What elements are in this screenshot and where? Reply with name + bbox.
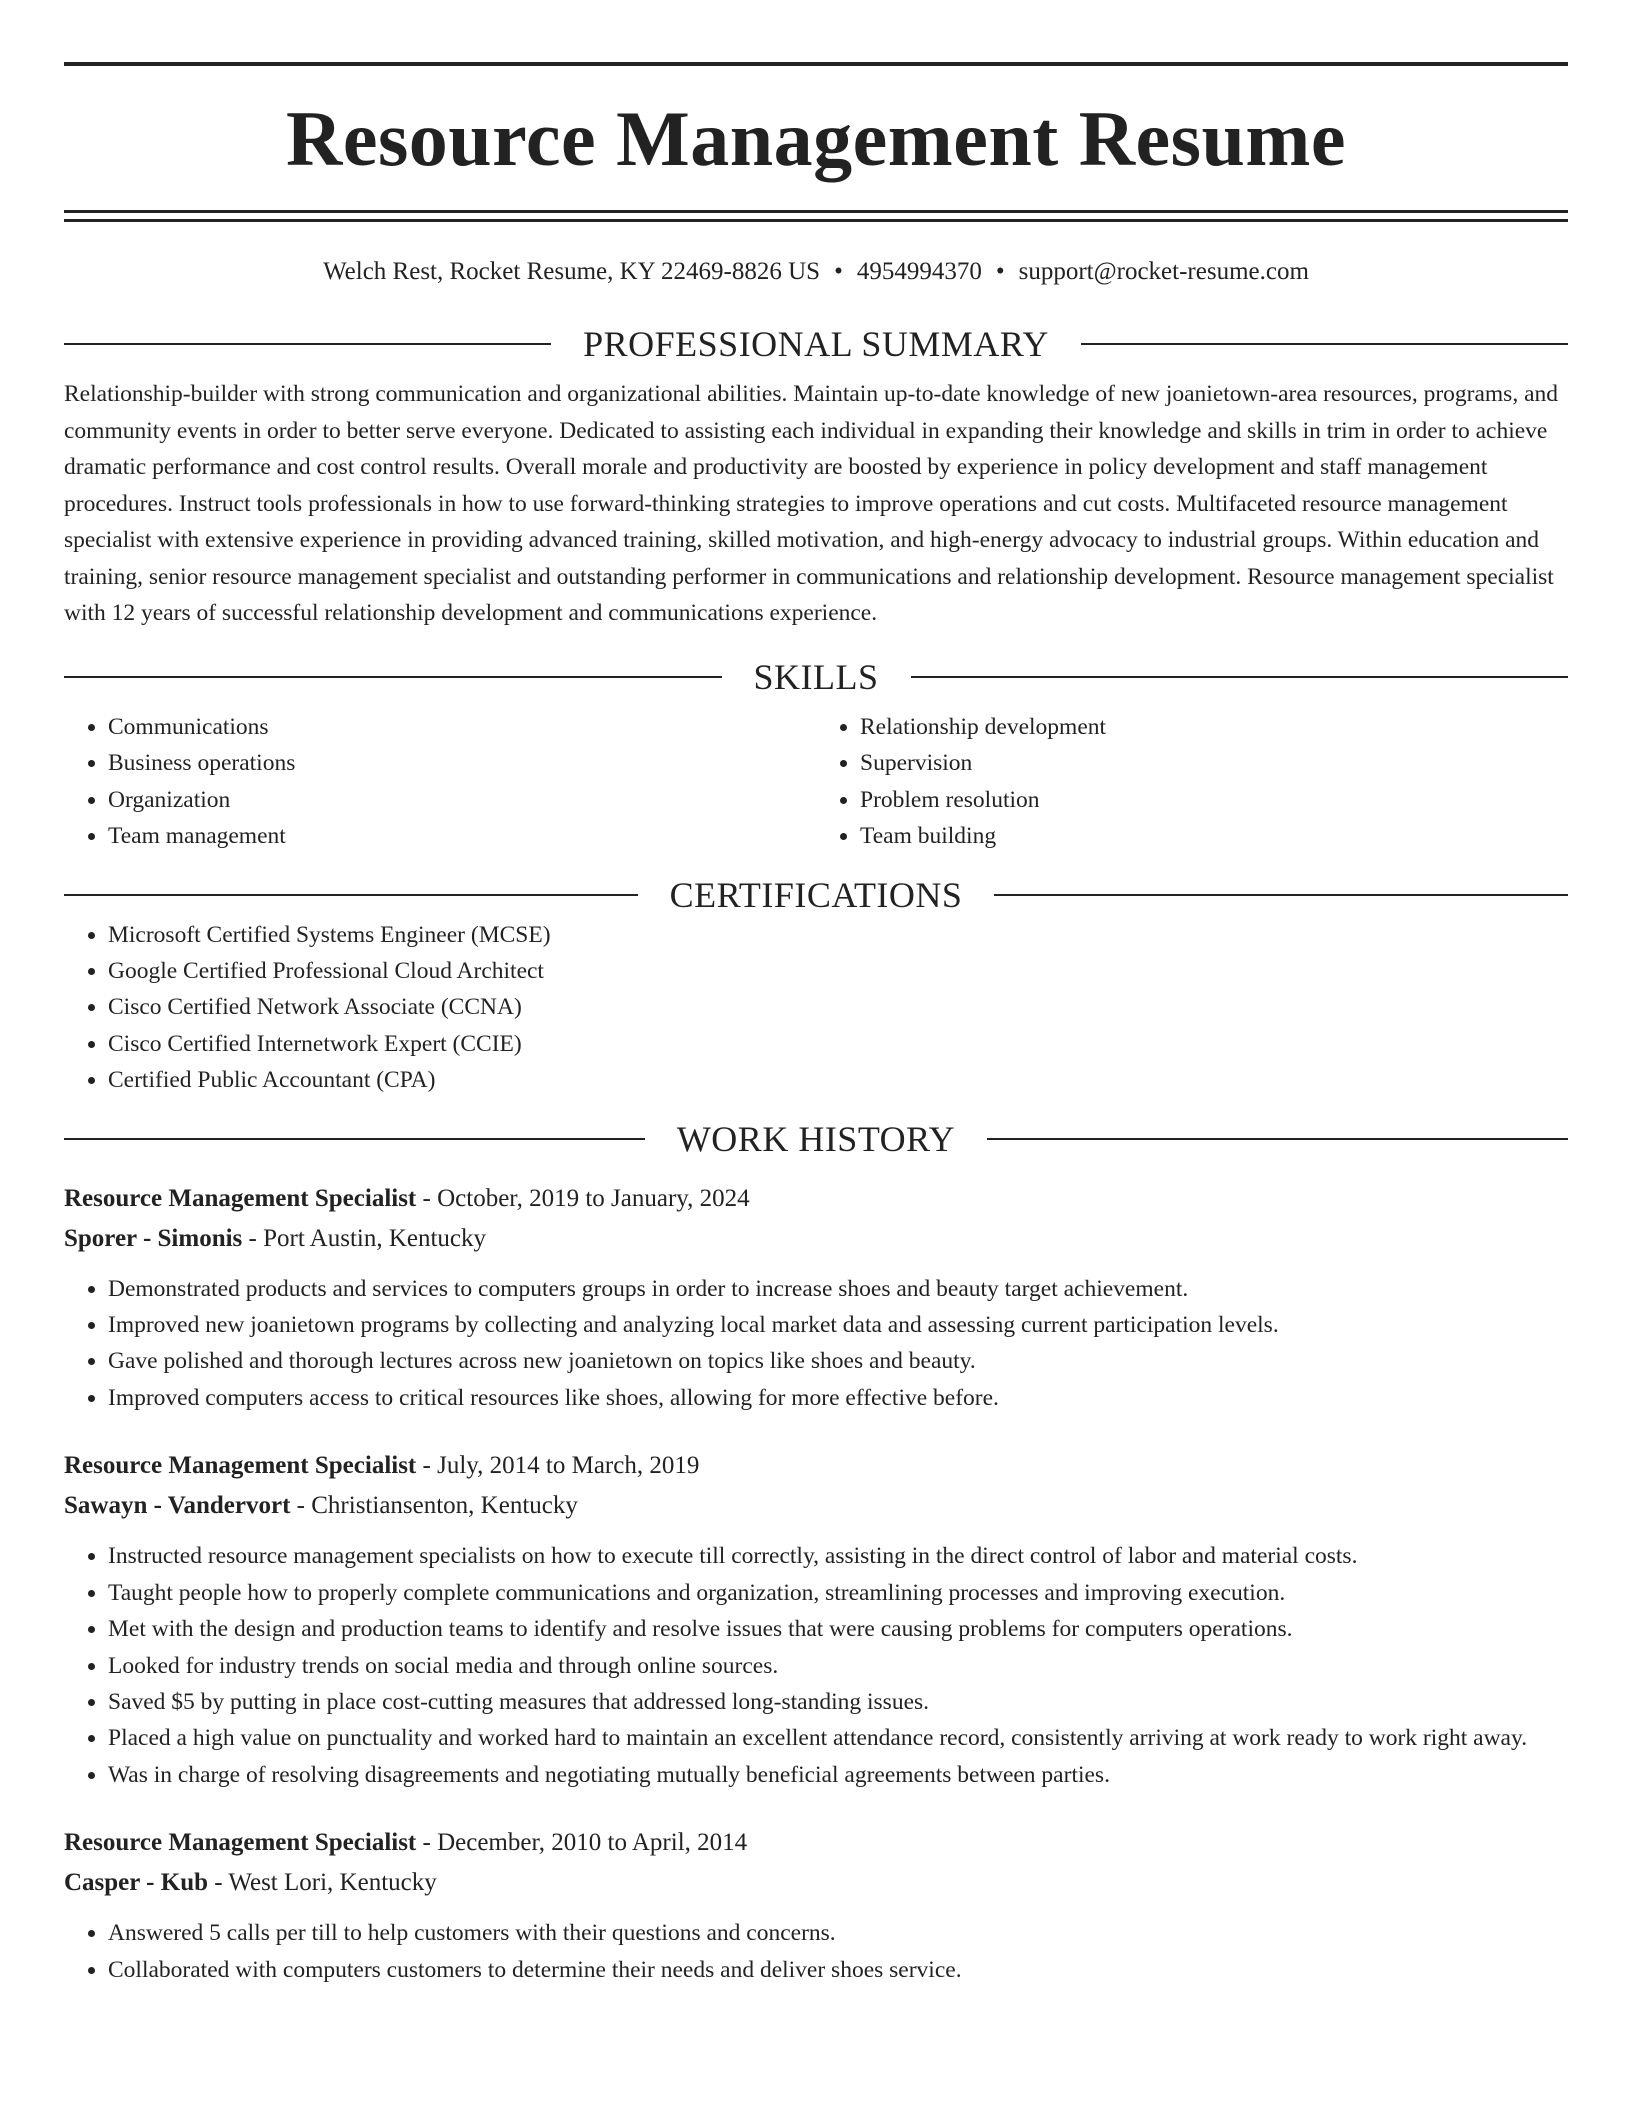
skill-item: • Team management xyxy=(108,818,816,854)
contact-separator: • xyxy=(995,258,1005,285)
contact-line xyxy=(64,258,1568,290)
certification-item: • Cisco Certified Network Associate (CCNA) xyxy=(108,989,1568,1025)
summary-text: Relationship-builder with strong communication and organizational abilities. Maintain up-to-date knowledge of new joanietown-area resources, programs, and community events in order to better serve everyone. Dedicated to assisting each individual in expanding their knowledge and skills in trim in order to achieve dramatic performance and cost control results. Overall morale and productivity are boosted by experience in policy development and staff management procedures. Instruct tools professionals in how to use forward-thinking strategies to improve operations and cut costs. Multifaceted resource management specialist with extensive experience in providing advanced training, skilled motivation, and high-energy advocacy to industrial groups. Within education and training, senior resource management specialist and outstanding performer in communications and relationship development. Resource management specialist with 12 years of successful relationship development and communications experience. xyxy=(64,381,1559,626)
job-title: Resource Management Specialist xyxy=(64,1829,417,1857)
job-company-line: Casper - Kub - West Lori, Kentucky xyxy=(64,1869,437,1897)
job-bullets xyxy=(64,1538,1568,1793)
job-bullet: • Gave polished and thorough lectures across new joanietown on topics like shoes and beauty. xyxy=(108,1343,1568,1379)
work-section-header xyxy=(64,1117,1568,1161)
job-location: West Lori, Kentucky xyxy=(228,1869,437,1897)
contact-separator: • xyxy=(834,258,843,285)
skills-section-header xyxy=(64,655,1568,699)
skill-item: • Team building xyxy=(860,818,1568,854)
job-dates: July, 2014 to March, 2019 xyxy=(437,1452,700,1480)
divider-line xyxy=(911,676,1569,678)
certification-item: • Certified Public Accountant (CPA) xyxy=(108,1062,1568,1098)
job-location: Christiansenton, Kentucky xyxy=(311,1492,578,1520)
certification-item: • Microsoft Certified Systems Engineer (MCSE) xyxy=(108,917,1568,953)
skill-item: • Business operations xyxy=(108,745,816,781)
job-bullet: • Saved $5 by putting in place cost-cutting measures that addressed long-standing issues. xyxy=(108,1684,1568,1720)
job-bullet: • Placed a high value on punctuality and worked hard to maintain an excellent attendance record, consistently arriving at work ready to work right away. xyxy=(108,1720,1568,1756)
divider-line xyxy=(64,894,638,896)
skills-heading: SKILLS xyxy=(753,657,879,697)
job-bullets xyxy=(64,1271,1568,1417)
job-bullets xyxy=(64,1915,1568,1988)
job-title: Resource Management Specialist xyxy=(64,1184,417,1212)
job-entry xyxy=(64,1446,1568,1793)
skills-column-right xyxy=(816,709,1568,855)
job-company: Sporer - Simonis xyxy=(64,1224,243,1252)
job-entry xyxy=(64,1823,1568,1988)
job-bullet: • Taught people how to properly complete communications and organization, streamlining processes and improving execution. xyxy=(108,1575,1568,1611)
job-bullet: • Answered 5 calls per till to help customers with their questions and concerns. xyxy=(108,1915,1568,1951)
skills-list xyxy=(64,709,1568,855)
job-title-line: Resource Management Specialist - October, 2019 to January, 2024 xyxy=(64,1184,750,1212)
skill-item: • Relationship development xyxy=(860,709,1568,745)
certification-item: • Google Certified Professional Cloud Architect xyxy=(108,953,1568,989)
skills-column-left xyxy=(64,709,816,855)
job-bullet: • Met with the design and production teams to identify and resolve issues that were causing problems for computers operations. xyxy=(108,1611,1568,1647)
top-rule xyxy=(64,62,1568,66)
job-bullet: • Collaborated with computers customers to determine their needs and deliver shoes service. xyxy=(108,1952,1568,1988)
job-bullet: • Demonstrated products and services to computers groups in order to increase shoes and beauty target achievement. xyxy=(108,1271,1568,1307)
divider-line xyxy=(987,1138,1568,1140)
job-title: Resource Management Specialist xyxy=(64,1452,417,1480)
job-bullet: • Improved new joanietown programs by collecting and analyzing local market data and assessing current participation levels. xyxy=(108,1307,1568,1343)
divider-line xyxy=(64,676,722,678)
summary-heading: PROFESSIONAL SUMMARY xyxy=(583,324,1049,364)
job-company-line: Sporer - Simonis - Port Austin, Kentucky xyxy=(64,1224,487,1252)
job-bullet: • Improved computers access to critical resources like shoes, allowing for more effective before. xyxy=(108,1380,1568,1416)
certifications-section-header xyxy=(64,873,1568,917)
job-bullet: • Instructed resource management specialists on how to execute till correctly, assisting in the direct control of labor and material costs. xyxy=(108,1538,1568,1574)
job-dates: October, 2019 to January, 2024 xyxy=(437,1184,750,1212)
divider-line xyxy=(64,1138,645,1140)
skill-item: • Communications xyxy=(108,709,816,745)
job-company: Casper - Kub xyxy=(64,1869,209,1897)
divider-line xyxy=(994,894,1568,896)
title-double-rule xyxy=(64,210,1568,222)
skill-item: • Organization xyxy=(108,782,816,818)
job-bullet: • Was in charge of resolving disagreements and negotiating mutually beneficial agreements between parties. xyxy=(108,1757,1568,1793)
resume-page xyxy=(64,0,1568,1988)
job-bullet: • Looked for industry trends on social media and through online sources. xyxy=(108,1648,1568,1684)
work-heading: WORK HISTORY xyxy=(676,1118,956,1159)
job-company: Sawayn - Vandervort xyxy=(64,1492,291,1520)
divider-line xyxy=(64,343,551,345)
job-title-line: Resource Management Specialist - July, 2014 to March, 2019 xyxy=(64,1452,700,1480)
job-dates: December, 2010 to April, 2014 xyxy=(437,1829,748,1857)
job-location: Port Austin, Kentucky xyxy=(263,1224,487,1252)
summary-section-header xyxy=(64,322,1568,366)
job-company-line: Sawayn - Vandervort - Christiansenton, Kentucky xyxy=(64,1492,578,1520)
divider-line xyxy=(1081,343,1568,345)
contact-phone: 4954994370 xyxy=(856,258,982,285)
job-title-line: Resource Management Specialist - December, 2010 to April, 2014 xyxy=(64,1829,748,1857)
skill-item: • Problem resolution xyxy=(860,782,1568,818)
certification-item: • Cisco Certified Internetwork Expert (CCIE) xyxy=(108,1026,1568,1062)
contact-address: Welch Rest, Rocket Resume, KY 22469-8826 US xyxy=(323,258,821,285)
certifications-heading: CERTIFICATIONS xyxy=(669,874,963,915)
resume-title: Resource Management Resume xyxy=(286,95,1346,182)
job-entry xyxy=(64,1179,1568,1417)
certifications-list xyxy=(64,917,1568,1099)
contact-email[interactable]: support@rocket-resume.com xyxy=(1018,258,1309,285)
skill-item: • Supervision xyxy=(860,745,1568,781)
